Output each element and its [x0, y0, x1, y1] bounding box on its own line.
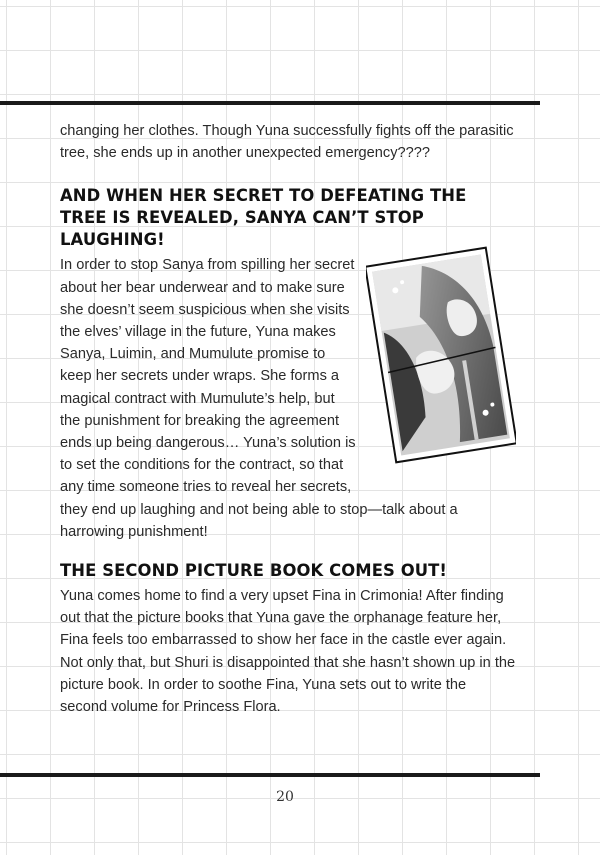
section-heading-laughing: AND WHEN HER SECRET TO DEFEATING THE TREE IS REVEALED, SANYA CAN’T STOP LAUGHING! [60, 186, 467, 250]
intro-paragraph: changing her clothes. Though Yuna successfully fights off the parasitic tree, she ends up in another unexpected emergency???? [60, 123, 514, 162]
bottom-rule [0, 773, 540, 777]
manga-illustration [366, 244, 516, 466]
section-heading-picture-book: THE SECOND PICTURE BOOK COMES OUT! [60, 561, 447, 581]
top-rule [0, 101, 540, 105]
section-body-picture-book: Yuna comes home to find a very upset Fina in Crimonia! After finding out that the picture books that Yuna gave the orphanage feature her, Fina feels too embarrassed to show her face in the castle ever again. Not only that, but Shuri is disappointed that she hasn’t shown up in the picture book. In order to soothe Fina, Yuna sets out to write the second volume for Princess Flora. [60, 588, 516, 716]
page-number: 20 [276, 789, 294, 805]
section-body-laughing: In order to stop Sanya from spilling her secret about her bear underwear and to make sure she doesn’t seem suspicious when she visits the elves’ village in the future, Yuna makes Sanya, Luimin, and Mumulute promise to keep her secrets under wraps. She forms a magical contract with Mumulute’s help, but the punishment for breaking the agreement ends up being dangerous… Yuna’s solution is to set the conditions for the contract, so that any time someone tries to reveal her secrets, they end up laughing and not being able to stop—talk about a harrowing punishment! [60, 257, 458, 540]
